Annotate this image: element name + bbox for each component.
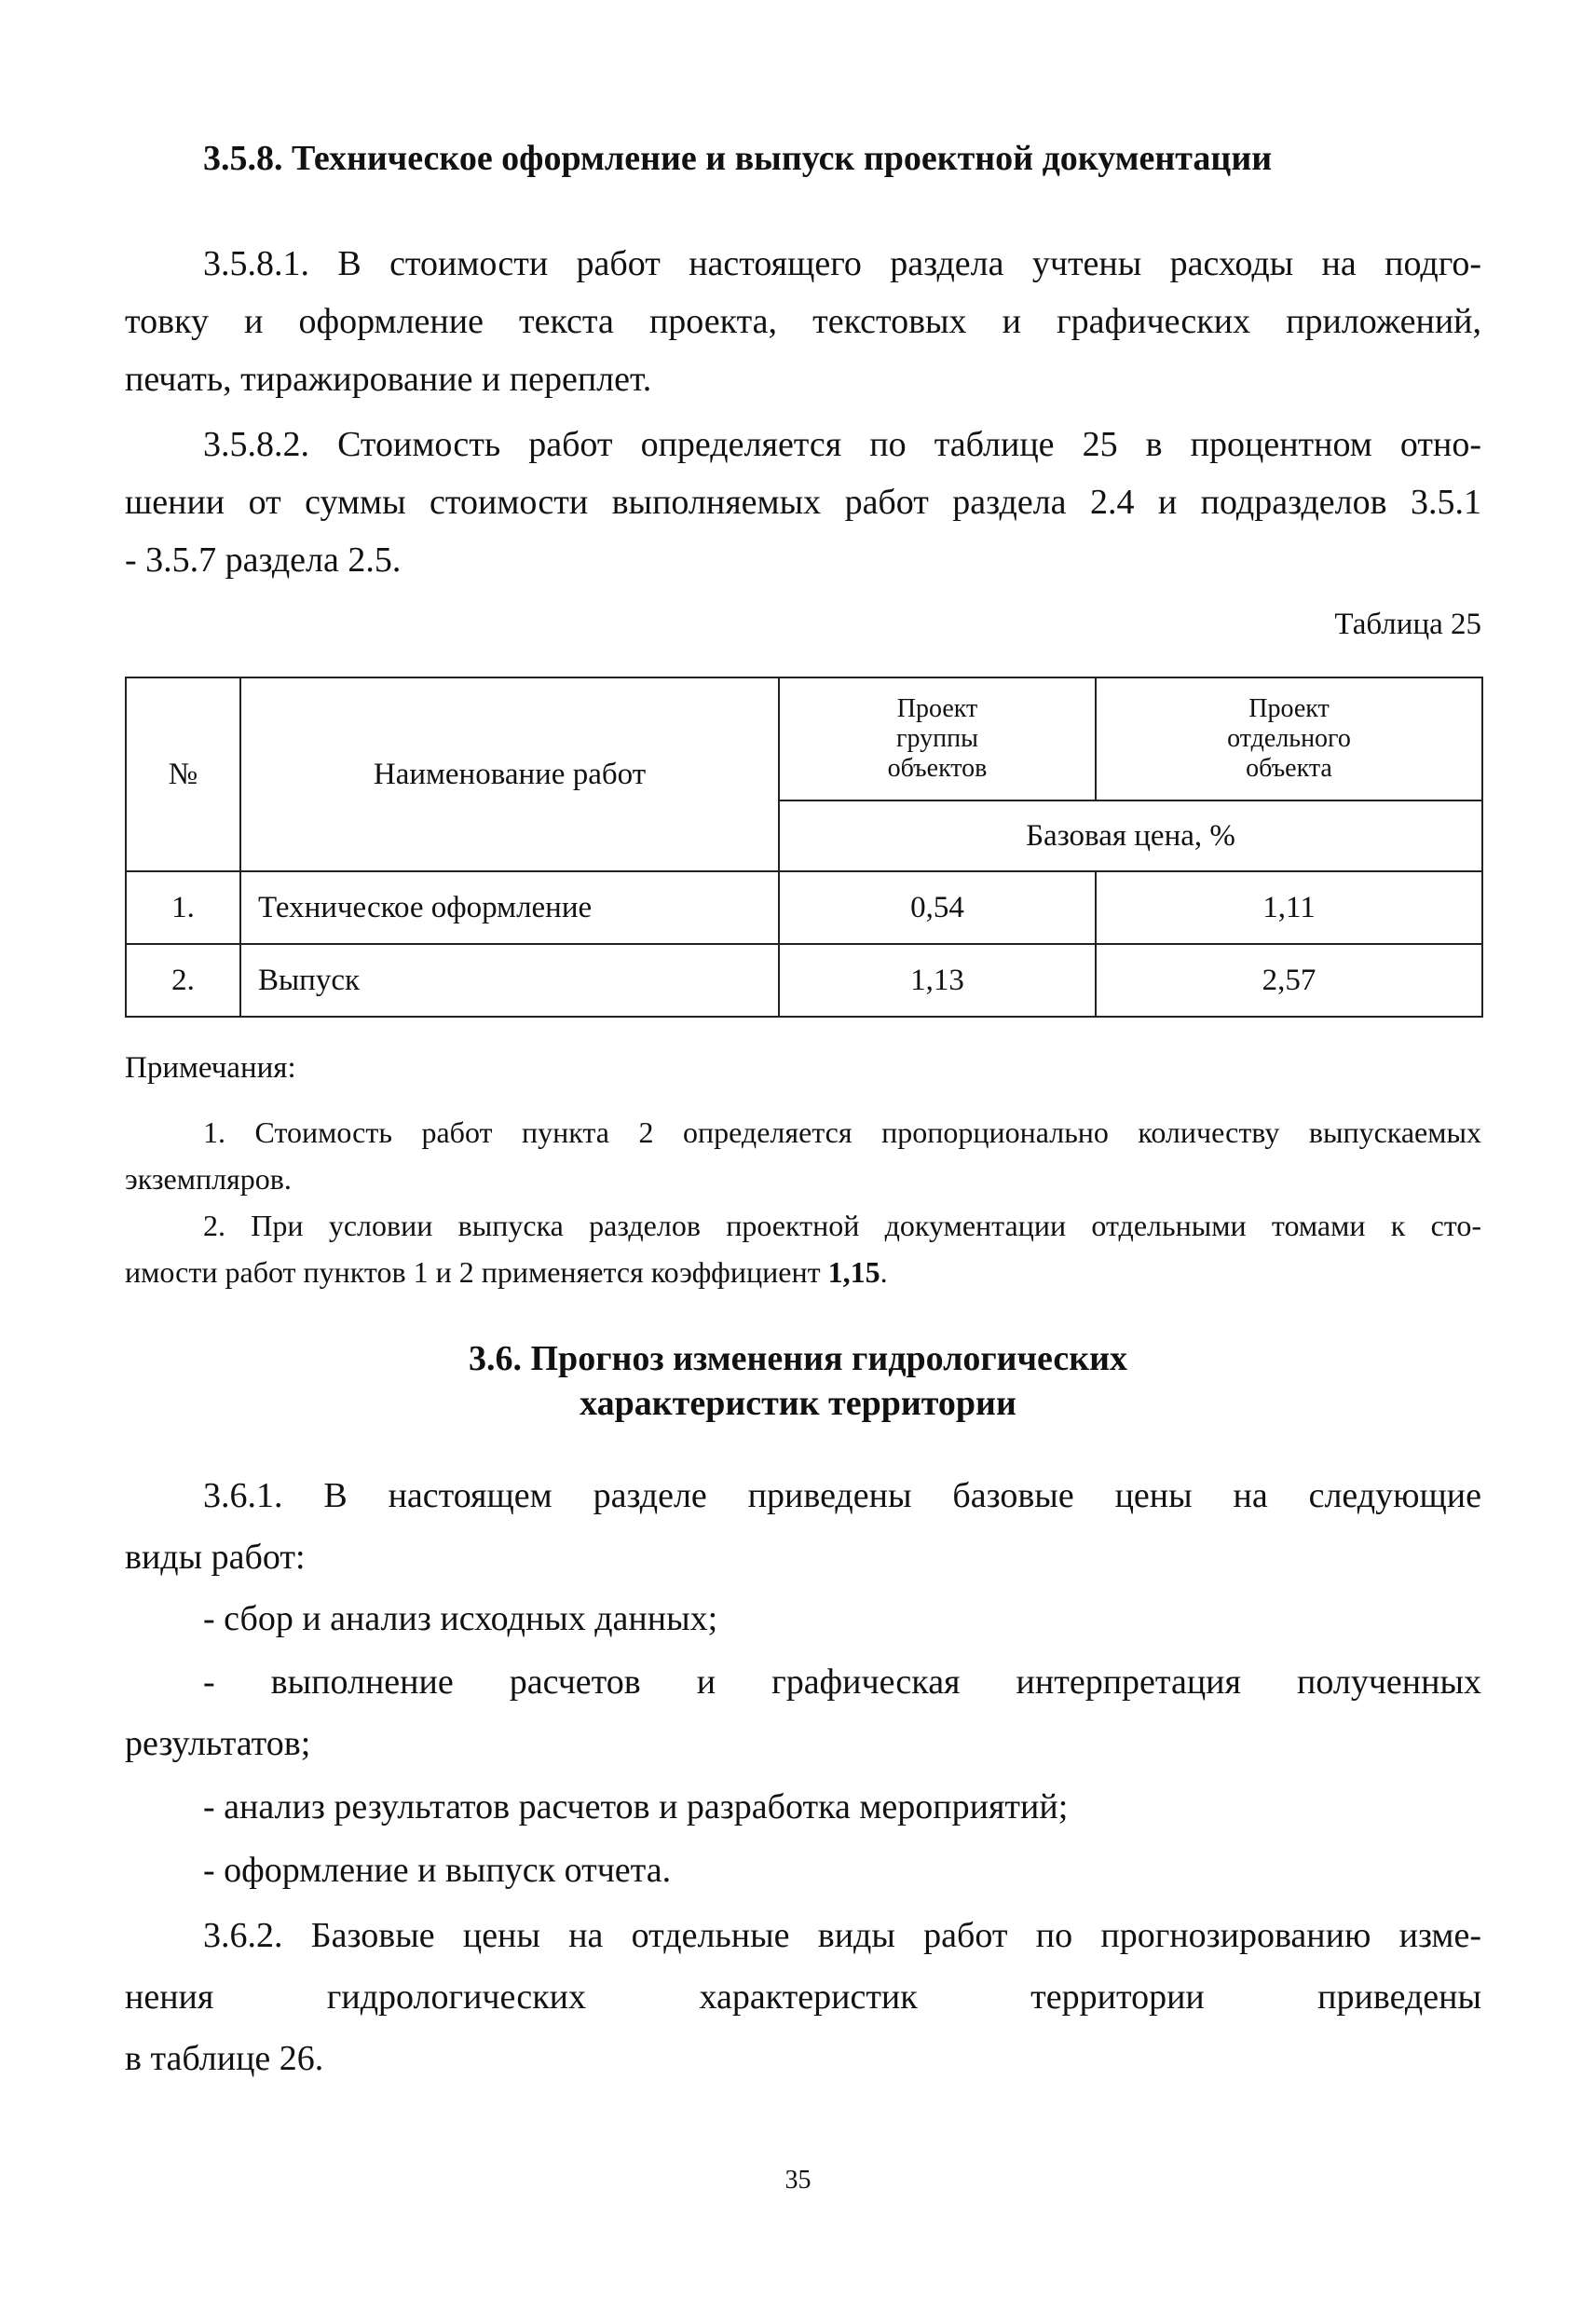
header-group-line-1: Проект xyxy=(896,694,978,723)
row-1-group-value: 0,54 xyxy=(779,871,1096,944)
notes-title: Примечания: xyxy=(125,1051,296,1085)
paragraph-3-6-2-line-1: 3.6.2. Базовые цены на отдельные виды работ по прогнозированию изме- xyxy=(203,1916,1481,1955)
note-2-line-2 xyxy=(125,1249,888,1295)
note-2-line-1: 2. При условии выпуска разделов проектной документации отдельными томами к сто- xyxy=(203,1209,1481,1242)
paragraph-3-5-8-2-line-2: шении от суммы стоимости выполняемых работ раздела 2.4 и подразделов 3.5.1 xyxy=(125,483,1481,522)
header-group-line-3: объектов xyxy=(887,754,988,783)
header-single-line-1: Проект xyxy=(1248,694,1330,723)
paragraph-3-5-8-2-line-1: 3.5.8.2. Стоимость работ определяется по таблице 25 в процентном отно- xyxy=(203,425,1481,464)
list-item-continuation: результатов; xyxy=(125,1724,311,1763)
header-single-line-2: отдельного xyxy=(1227,724,1351,753)
row-2-name: Выпуск xyxy=(240,944,779,1017)
list-item: - сбор и анализ исходных данных; xyxy=(203,1599,718,1638)
header-single-line-3: объекта xyxy=(1246,754,1332,783)
paragraph-3-6-1-line-2: виды работ: xyxy=(125,1538,306,1577)
table-caption: Таблица 25 xyxy=(1334,608,1481,641)
list-item: - анализ результатов расчетов и разработка мероприятий; xyxy=(203,1787,1069,1826)
header-number: № xyxy=(126,677,240,871)
header-group-project xyxy=(779,677,1096,800)
paragraph-3-6-1-line-1: 3.6.1. В настоящем разделе приведены базовые цены на следующие xyxy=(203,1476,1481,1515)
paragraph-3-5-8-1-line-1: 3.5.8.1. В стоимости работ настоящего раздела учтены расходы на подго- xyxy=(203,244,1481,283)
header-group-line-2: группы xyxy=(896,724,978,753)
table-row xyxy=(126,944,1482,1017)
row-1-number: 1. xyxy=(126,871,240,944)
table-25 xyxy=(125,677,1483,1018)
paragraph-3-5-8-1-line-2: товку и оформление текста проекта, текстовых и графических приложений, xyxy=(125,302,1481,341)
note-2-end: . xyxy=(880,1255,888,1289)
paragraph-3-5-8-1-line-3: печать, тиражирование и переплет. xyxy=(125,360,652,399)
paragraph-3-6-2-line-2: нения гидрологических характеристик территории приведены xyxy=(125,1977,1481,2017)
section-heading-3-6-line-1: 3.6. Прогноз изменения гидрологических xyxy=(469,1339,1127,1378)
note-1-line-1: 1. Стоимость работ пункта 2 определяется пропорционально количеству выпускаемых xyxy=(203,1115,1481,1149)
page-number: 35 xyxy=(784,2166,812,2195)
note-2-text: имости работ пунктов 1 и 2 применяется коэффициент xyxy=(125,1255,828,1289)
row-2-single-value: 2,57 xyxy=(1096,944,1482,1017)
row-1-name: Техническое оформление xyxy=(240,871,779,944)
note-1-line-2: экземпляров. xyxy=(125,1162,292,1196)
list-item: - выполнение расчетов и графическая интерпретация полученных xyxy=(203,1662,1481,1702)
table-row xyxy=(126,871,1482,944)
section-heading-3-6-line-2: характеристик территории xyxy=(580,1384,1016,1423)
section-heading-3-5-8: 3.5.8. Техническое оформление и выпуск проектной документации xyxy=(203,139,1273,178)
header-work-name: Наименование работ xyxy=(240,677,779,871)
row-2-number: 2. xyxy=(126,944,240,1017)
row-1-single-value: 1,11 xyxy=(1096,871,1482,944)
note-2-coefficient: 1,15 xyxy=(827,1255,880,1289)
header-single-project xyxy=(1096,677,1482,800)
list-item: - оформление и выпуск отчета. xyxy=(203,1851,672,1890)
paragraph-3-6-2-line-3: в таблице 26. xyxy=(125,2039,324,2078)
paragraph-3-5-8-2-line-3: - 3.5.7 раздела 2.5. xyxy=(125,540,402,580)
header-base-price: Базовая цена, % xyxy=(779,800,1482,871)
row-2-group-value: 1,13 xyxy=(779,944,1096,1017)
